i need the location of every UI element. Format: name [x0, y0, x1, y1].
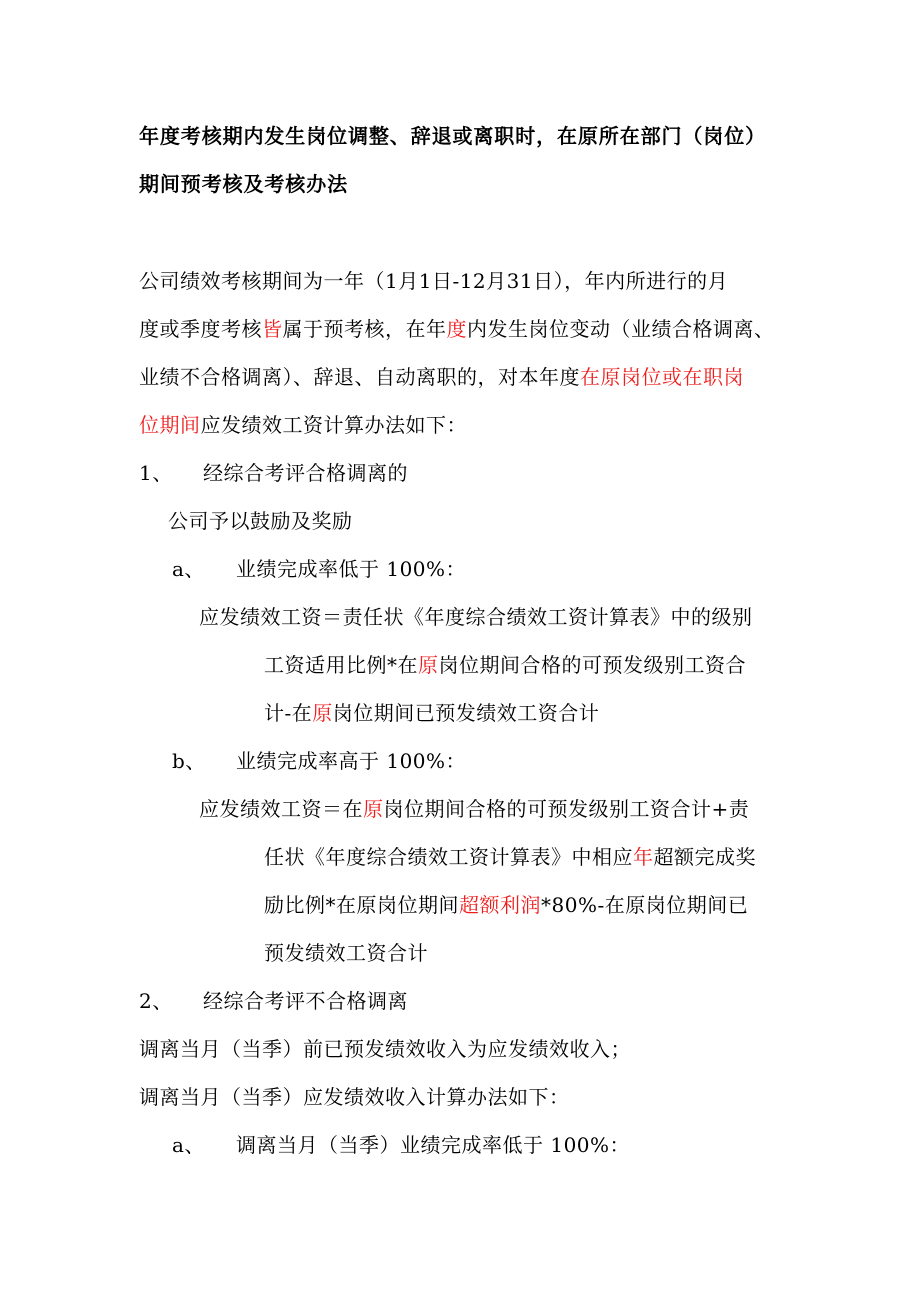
section-2-heading: [139, 989, 408, 1013]
formula-text: 计-在: [264, 701, 313, 725]
section-heading-text: 经综合考评不合格调离: [203, 989, 408, 1013]
formula-text: 岗位期间已预发绩效工资合计: [332, 701, 600, 725]
section-1-item-a-formula-line-1: [199, 605, 753, 629]
item-label: a、: [172, 557, 205, 581]
section-1-item-b-formula-line-4: [264, 941, 428, 965]
intro-text: 公司绩效考核期间为一年（1月1日-12月31日），年内所进行的月: [139, 269, 729, 293]
section-number: 2、: [139, 989, 173, 1013]
section-1-item-a-formula-line-3: [264, 701, 599, 725]
formula-text: 任状《年度综合绩效工资计算表》中相应: [264, 845, 633, 869]
intro-text: 应发绩效工资计算办法如下：: [200, 413, 467, 437]
intro-line-3: [139, 365, 744, 389]
section-1-item-b-formula-line-3: [264, 893, 748, 917]
intro-line-1: [139, 269, 728, 293]
item-heading-text: 业绩完成率低于 100%：: [236, 557, 467, 581]
highlight-text: 度: [446, 317, 467, 341]
item-label: a、: [172, 1133, 205, 1157]
formula-text: 岗位期间合格的可预发级别工资合: [438, 653, 746, 677]
title-text: 年度考核期内发生岗位调整、辞退或离职时，在原所在部门（岗位）: [139, 124, 766, 148]
section-1-item-b-heading: [172, 749, 466, 773]
subtitle-text: 公司予以鼓励及奖励: [168, 509, 353, 533]
highlight-text: 原: [363, 797, 384, 821]
intro-line-4: [139, 413, 467, 437]
formula-text: 励比例*在原岗位期间: [264, 893, 459, 917]
section-1-heading: [139, 461, 408, 485]
item-label: b、: [172, 749, 206, 773]
highlight-text: 原: [312, 701, 333, 725]
paragraph-text: 调离当月（当季）前已预发绩效收入为应发绩效收入；: [139, 1037, 631, 1061]
item-heading-text: 调离当月（当季）业绩完成率低于 100%：: [236, 1133, 631, 1157]
formula-text: 工资适用比例*在: [264, 653, 418, 677]
section-heading-text: 经综合考评合格调离的: [203, 461, 408, 485]
section-1-item-a-formula-line-2: [264, 653, 746, 677]
section-1-item-a-heading: [172, 557, 466, 581]
intro-line-2: [139, 317, 775, 341]
formula-text: 超额完成奖: [653, 845, 756, 869]
section-1-subtitle: [168, 509, 353, 533]
intro-text: 属于预考核，在年: [282, 317, 447, 341]
section-2-paragraph-1: [139, 1037, 631, 1061]
item-heading-text: 业绩完成率高于 100%：: [236, 749, 467, 773]
intro-text: 度或季度考核: [139, 317, 262, 341]
intro-text: 内发生岗位变动（业绩合格调离、: [467, 317, 775, 341]
document-title-line-2: [139, 172, 348, 196]
highlight-text: 超额利润: [459, 893, 541, 917]
section-number: 1、: [139, 461, 173, 485]
formula-text: 岗位期间合格的可预发级别工资合计+责: [383, 797, 750, 821]
paragraph-text: 调离当月（当季）应发绩效收入计算办法如下：: [139, 1085, 570, 1109]
formula-text: 预发绩效工资合计: [264, 941, 428, 965]
section-2-paragraph-2: [139, 1085, 570, 1109]
highlight-text: 在原岗位或在职岗: [580, 365, 744, 389]
highlight-text: 原: [418, 653, 439, 677]
highlight-text: 位期间: [139, 413, 201, 437]
formula-text: *80%-在原岗位期间已: [541, 893, 749, 917]
highlight-text: 皆: [262, 317, 283, 341]
highlight-text: 年: [633, 845, 654, 869]
formula-text: 应发绩效工资＝责任状《年度综合绩效工资计算表》中的级别: [199, 605, 753, 629]
section-1-item-b-formula-line-1: [199, 797, 749, 821]
document-title-line-1: [139, 124, 766, 148]
title-text: 期间预考核及考核办法: [139, 172, 348, 196]
section-2-item-a-heading: [172, 1133, 630, 1157]
formula-text: 应发绩效工资＝在: [199, 797, 363, 821]
intro-text: 业绩不合格调离）、辞退、自动离职的，对本年度: [139, 365, 580, 389]
section-1-item-b-formula-line-2: [264, 845, 756, 869]
